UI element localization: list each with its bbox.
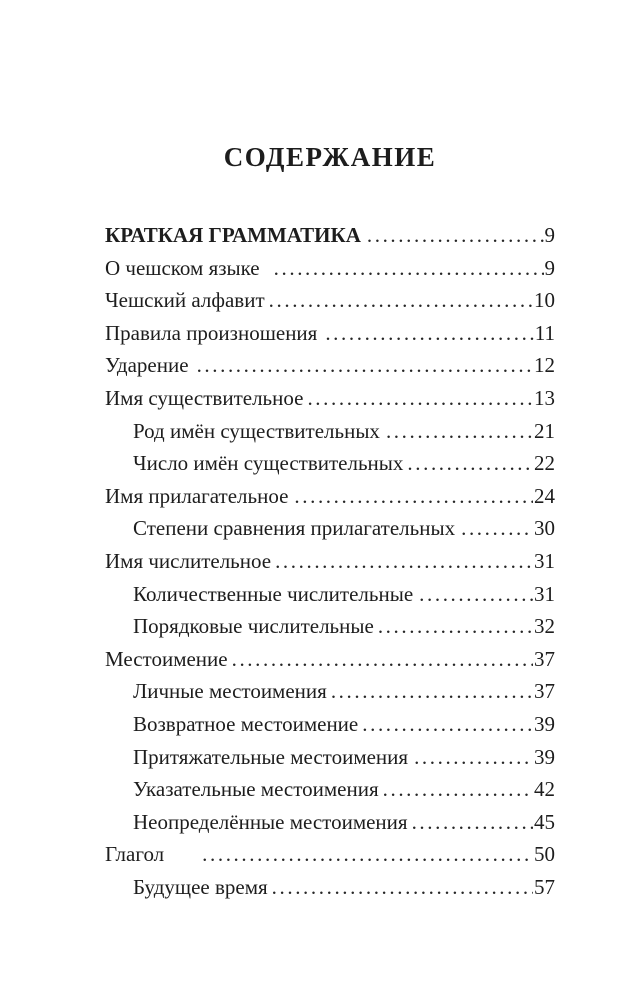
toc-entry-page: 50	[534, 842, 555, 867]
toc-entry-page: 37	[534, 679, 555, 704]
toc-entry-page: 11	[534, 320, 555, 345]
dot-leader	[202, 842, 533, 867]
toc-entry-page: 32	[534, 614, 555, 639]
toc-entry	[105, 419, 555, 452]
toc-entry	[105, 321, 555, 354]
dot-leader	[272, 875, 533, 900]
toc-entry-label: Имя числительное	[105, 548, 272, 573]
dot-leader	[367, 223, 544, 248]
toc-entry	[105, 256, 555, 289]
dot-leader	[325, 321, 533, 346]
toc-entry	[105, 777, 555, 810]
dot-leader	[307, 386, 533, 411]
toc-entry-page: 57	[534, 874, 555, 899]
dot-leader	[232, 647, 533, 672]
toc-entry-page: 10	[534, 288, 555, 313]
toc-entry-page: 31	[534, 581, 555, 606]
toc-entry-page: 39	[534, 744, 555, 769]
toc-entry-label: О чешском языке	[105, 255, 260, 280]
toc-entry-page: 9	[544, 255, 555, 280]
dot-leader	[378, 614, 533, 639]
toc-entry	[105, 582, 555, 615]
toc-entry-page: 39	[534, 711, 555, 736]
toc-entry-label: Число имён существительных	[133, 451, 404, 476]
toc-entry-label: Степени сравнения прилагательных	[133, 516, 456, 541]
toc-entry	[105, 679, 555, 712]
toc-entry-label: Будущее время	[133, 874, 268, 899]
dot-leader	[362, 712, 533, 737]
dot-leader	[461, 516, 533, 541]
toc-entry	[105, 614, 555, 647]
toc-entry-label: Чешский алфавит	[105, 288, 265, 313]
dot-leader	[197, 353, 533, 378]
dot-leader	[414, 745, 533, 770]
toc-entry-page: 12	[534, 353, 555, 378]
toc-entry	[105, 875, 555, 908]
toc-entry-label: Количественные числительные	[133, 581, 414, 606]
toc-entry-label: Притяжательные местоимения	[133, 744, 409, 769]
toc-entry-label: Глагол	[105, 842, 165, 867]
toc-entry	[105, 549, 555, 582]
toc-entry-page: 31	[534, 548, 555, 573]
toc-entry-label: Имя существительное	[105, 385, 304, 410]
toc-entry-page: 13	[534, 385, 555, 410]
toc-entry-label: Род имён существительных	[133, 418, 380, 443]
dot-leader	[294, 484, 533, 509]
toc-entry	[105, 745, 555, 778]
toc-entry-label: Имя прилагательное	[105, 483, 289, 508]
toc-list	[105, 223, 555, 907]
toc-entry-label: Возвратное местоимение	[133, 711, 359, 736]
toc-entry	[105, 223, 555, 256]
toc-entry-label: Местоимение	[105, 646, 228, 671]
toc-entry-label: КРАТКАЯ ГРАММАТИКА	[105, 223, 361, 247]
toc-entry-label: Указательные местоимения	[133, 777, 379, 802]
dot-leader	[331, 679, 533, 704]
toc-entry	[105, 484, 555, 517]
toc-entry-page: 22	[534, 451, 555, 476]
toc-entry	[105, 353, 555, 386]
toc-entry-page: 42	[534, 777, 555, 802]
toc-entry-page: 9	[544, 223, 555, 247]
dot-leader	[383, 777, 533, 802]
toc-entry-page: 37	[534, 646, 555, 671]
dot-leader	[407, 451, 533, 476]
toc-entry	[105, 712, 555, 745]
dot-leader	[275, 549, 533, 574]
dot-leader	[386, 419, 533, 444]
toc-entry	[105, 647, 555, 680]
toc-entry-page: 24	[534, 483, 555, 508]
page-title: СОДЕРЖАНИЕ	[223, 142, 437, 172]
toc-entry	[105, 288, 555, 321]
toc-entry-label: Порядковые числительные	[133, 614, 374, 639]
toc-entry	[105, 842, 555, 875]
toc-entry-page: 45	[534, 809, 555, 834]
toc-entry-label: Неопределённые местоимения	[133, 809, 408, 834]
toc-entry	[105, 386, 555, 419]
toc-entry	[105, 516, 555, 549]
toc-entry-label: Правила произношения	[105, 320, 318, 345]
dot-leader	[412, 810, 533, 835]
dot-leader	[269, 288, 533, 313]
toc-entry-label: Личные местоимения	[133, 679, 327, 704]
toc-entry-label: Ударение	[105, 353, 189, 378]
toc-entry	[105, 810, 555, 843]
dot-leader	[274, 256, 544, 281]
toc-entry	[105, 451, 555, 484]
toc-entry-page: 30	[534, 516, 555, 541]
toc-entry-page: 21	[534, 418, 555, 443]
dot-leader	[419, 582, 533, 607]
